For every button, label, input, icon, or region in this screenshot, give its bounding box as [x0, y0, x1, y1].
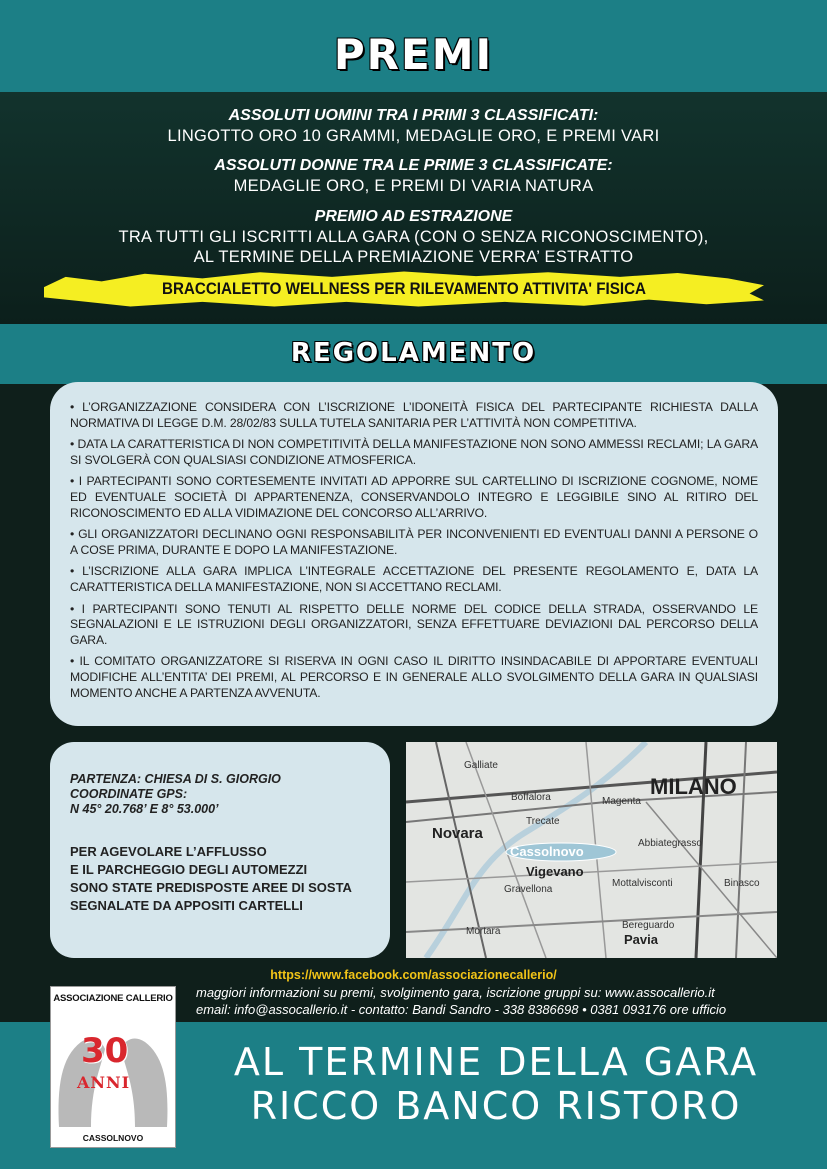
contact-info [196, 984, 796, 1018]
premi-men-text: LINGOTTO ORO 10 GRAMMI, MEDAGLIE ORO, E PREMI VARI [167, 127, 660, 145]
map-label-bereguardo: Bereguardo [622, 920, 675, 931]
logo-bottom-text: CASSOLNOVO [82, 1133, 144, 1143]
regolamento-title: REGOLAMENTO [290, 338, 537, 368]
premi-draw-text-2: AL TERMINE DELLA PREMIAZIONE VERRA’ ESTRATTO [193, 248, 634, 266]
slogan-line-1: AL TERMINE DELLA GARA [233, 1040, 759, 1084]
map-label-boffalora: Boffalora [511, 792, 551, 803]
map-label-novara: Novara [432, 825, 483, 842]
parking-line: E IL PARCHEGGIO DEGLI AUTOMEZZI [70, 862, 308, 877]
parking-note [70, 843, 370, 915]
logo-top-text: ASSOCIAZIONE CALLERIO [53, 993, 173, 1004]
premi-draw-heading: PREMIO AD ESTRAZIONE [314, 208, 513, 225]
rule-item: • L’ISCRIZIONE ALLA GARA IMPLICA L’INTEGRALE ACCETTAZIONE DEL PRESENTE REGOLAMENTO E, DATA LA CARATTERISTICA DELLA MANIFESTAZIONE, NON SI ACCETTANO RECLAMI. [70, 564, 758, 594]
map-label-vigevano: Vigevano [526, 864, 584, 879]
association-logo [50, 986, 176, 1148]
rule-item: • GLI ORGANIZZATORI DECLINANO OGNI RESPONSABILITÀ PER INCONVENIENTI ED EVENTUALI DANNI A PERSONE O A COSE PRIMA, DURANTE E DOPO LA MANIFESTAZIONE. [70, 527, 758, 557]
gps-label: COORDINATE GPS: [70, 787, 188, 801]
parking-line: SEGNALATE DA APPOSITI CARTELLI [70, 898, 303, 913]
rule-item: • I PARTECIPANTI SONO TENUTI AL RISPETTO DELLE NORME DEL CODICE DELLA STRADA, OSSERVANDO LE SEGNALAZIONI E LE ISTRUZIONI DEGLI ORGANIZZATORI, SENZA EFFETTUARE DEVIAZIONI DAL PERCORSO DELLA GARA. [70, 601, 758, 647]
start-location: PARTENZA: CHIESA DI S. GIORGIO [70, 772, 281, 786]
map-label-cassolnovo: Cassolnovo [510, 844, 584, 859]
rule-item: • DATA LA CARATTERISTICA DI NON COMPETITIVITÀ DELLA MANIFESTAZIONE NON SONO AMMESSI RECLAMI; LA GARA SI SVOLGERÀ CON QUALSIASI CONDIZIONE ATMOSFERICA. [70, 437, 758, 467]
map-label-magenta: Magenta [602, 796, 641, 807]
premi-women-heading: ASSOLUTI DONNE TRA LE PRIME 3 CLASSIFICATE: [214, 157, 613, 174]
parking-line: PER AGEVOLARE L’AFFLUSSO [70, 844, 267, 859]
map-label-mottalvisconti: Mottalvisconti [612, 878, 673, 889]
parking-line: SONO STATE PREDISPOSTE AREE DI SOSTA [70, 880, 352, 895]
contacts-line: email: info@assocallerio.it - contatto: Bandi Sandro - 338 8386698 • 0381 093176 ore ufficio [196, 1002, 727, 1017]
more-info-line: maggiori informazioni su premi, svolgimento gara, iscrizione gruppi su: www.assocallerio.it [196, 985, 715, 1000]
rule-item: • L’ORGANIZZAZIONE CONSIDERA CON L’ISCRIZIONE L’IDONEITÀ FISICA DEL PARTECIPANTE RICHIESTA DALLA NORMATIVA DI LEGGE D.M. 28/02/83 SULLA TUTELA SANITARIA PER L’ATTIVITÀ NON COMPETITIVA. [70, 400, 758, 430]
map-label-pavia: Pavia [624, 932, 658, 947]
map-label-galliate: Galliate [464, 760, 498, 771]
logo-number: 30 [81, 1031, 129, 1071]
map-graphic [406, 742, 777, 958]
premi-draw [0, 207, 827, 267]
map-label-trecate: Trecate [526, 816, 560, 827]
map-label-mortara: Mortara [466, 926, 501, 937]
map-label-gravellona: Gravellona [504, 884, 553, 895]
rule-item: • IL COMITATO ORGANIZZATORE SI RISERVA IN OGNI CASO IL DIRITTO INSINDACABILE DI APPORTARE EVENTUALI MODIFICHE ALL’ENTITA’ DEI PREMI, AL PERCORSO E IN GENERALE ALLO SVOLGIMENTO DELLA GARA IN QUALSIASI MOMENTO ANCHE A PARTENZA AVVENUTA. [70, 654, 758, 700]
premi-title: PREMI [333, 30, 494, 79]
prize-ribbon-text: BRACCIALETTO WELLNESS PER RILEVAMENTO ATTIVITA' FISICA [161, 280, 647, 298]
slogan-line-2: RICCO BANCO RISTORO [250, 1084, 742, 1128]
map-label-abbiategrasso: Abbiategrasso [638, 838, 702, 849]
premi-men-heading: ASSOLUTI UOMINI TRA I PRIMI 3 CLASSIFICATI: [228, 107, 599, 124]
facebook-link[interactable]: https://www.facebook.com/associazionecallerio/ [270, 968, 557, 982]
start-info-box [50, 742, 390, 958]
premi-draw-text-1: TRA TUTTI GLI ISCRITTI ALLA GARA (CON O SENZA RICONOSCIMENTO), [118, 228, 709, 246]
logo-anni: ANNI [77, 1073, 131, 1092]
map-label-binasco: Binasco [724, 878, 760, 889]
premi-women [0, 156, 827, 196]
premi-men [0, 106, 827, 146]
gps-coordinates: N 45° 20.768’ E 8° 53.000’ [70, 802, 219, 816]
rules-box [50, 382, 778, 726]
rule-item: • I PARTECIPANTI SONO CORTESEMENTE INVITATI AD APPORRE SUL CARTELLINO DI ISCRIZIONE COGNOME, NOME ED EVENTUALE SOCIETÀ DI APPARTENENZA, CONSERVANDOLO INTEGRO E LEGGIBILE SINO AL RITIRO DEL RICONOSCIMENTO ED ALLA VIDIMAZIONE DEL CONCORSO ALL’ARRIVO. [70, 474, 758, 520]
premi-women-text: MEDAGLIE ORO, E PREMI DI VARIA NATURA [233, 177, 594, 195]
map-label-milano: MILANO [650, 774, 737, 799]
location-map [406, 742, 777, 958]
